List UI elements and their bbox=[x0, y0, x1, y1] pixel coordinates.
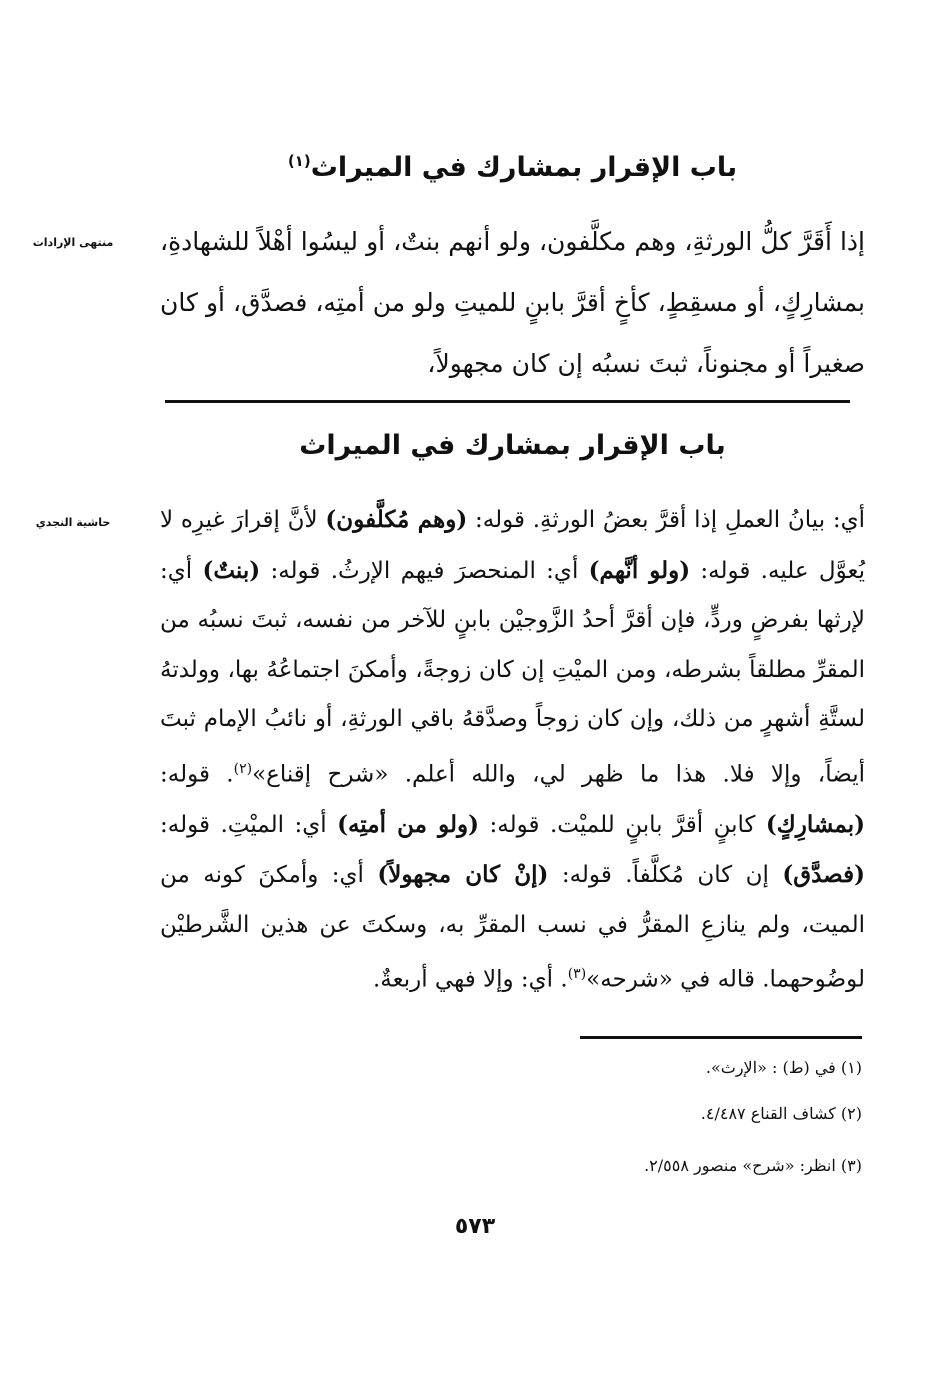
commentary-lemma: (بنتٌ) bbox=[202, 556, 261, 584]
section1-title-text: باب الإقرار بمشارك في الميراث bbox=[310, 152, 738, 183]
commentary-lemma: (وهم مُكلَّفون) bbox=[325, 506, 468, 533]
commentary-lemma: (ولو من أمتِه) bbox=[337, 810, 480, 838]
commentary-lemma: (إنْ كان مجهولاً) bbox=[377, 861, 549, 889]
commentary-lemma: (فصدَّق) bbox=[782, 861, 865, 889]
side-label-muntaha: منتهى الإرادات bbox=[32, 236, 114, 249]
section2-title: باب الإقرار بمشارك في الميراث bbox=[299, 430, 726, 461]
section1-title bbox=[160, 152, 865, 183]
commentary-text: أي: لإرثها بفرضٍ وردٍّ، فإن أقرَّ أحدُ الزَّوجيْن بابنٍ للآخر من نفسه، ثبتَ نسبُه من المقرِّ مطلقاً بشرطه، ومن الميْتِ إن كان زوجةً، وأمكنَ اجتماعُهُ بها، وولدتهُ لستَّةِ أشهرٍ من ذلك، وإن كان زوجاً وصدَّقهُ باقي الورثةِ، أو نائبُ الإمام ثبتَ أيضاً، وإلا فلا. هذا ما ظهر لي، والله أعلم. «شرح إقناع» bbox=[160, 557, 865, 788]
commentary-text: . أي: وإلا فهي أربعةٌ. bbox=[372, 966, 568, 993]
commentary-text: أي: المنحصرَ فيهم الإرثُ. قوله: bbox=[260, 557, 589, 584]
section1-title-note: (١) bbox=[287, 152, 311, 170]
commentary-text: لأنَّ إقرارَ غيرِه لا يُعوَّل عليه. قوله: bbox=[160, 507, 866, 584]
page-number: ٥٧٣ bbox=[454, 1214, 496, 1239]
footnote-ref: (٣) bbox=[567, 966, 587, 983]
commentary-text: أي: وأمكنَ كونه من الميت، ولم ينازعِ المقرُّ في نسب المقرِّ به، وسكتَ عن هذين الشَّرطيْن لوضُوحهما. قاله في «شرحه» bbox=[160, 862, 865, 993]
section1-body: إذا أَقَرَّ كلُّ الورثةِ، وهم مكلَّفون، ولو أنهم بنتٌ، أو ليسُوا أهْلاً للشهادةِ، بمشارِكٍ، أو مسقِطٍ، كأخٍ أقرَّ بابنٍ للميتِ ولو من أمتِه، فصدَّق، أو كان صغيراً أو مجنوناً، ثبتَ نسبُه إن كان مجهولاً، bbox=[160, 227, 865, 378]
footnote-ref: (٢) bbox=[233, 760, 253, 777]
section-divider bbox=[165, 400, 850, 403]
footnote-1: (١) في (ط) : «الإرث». bbox=[705, 1058, 862, 1077]
commentary-text: إن كان مُكلَّفاً. قوله: bbox=[548, 862, 783, 889]
section2-body bbox=[160, 495, 865, 1005]
commentary-text: كابنٍ أقرَّ بابنٍ للميْت. قوله: bbox=[479, 811, 766, 838]
footnote-divider bbox=[580, 1036, 862, 1039]
commentary-lemma: (ولو أنَّهم) bbox=[588, 556, 691, 584]
footnote-3: (٣) انظر: «شرح» منصور ٢/٥٥٨. bbox=[644, 1156, 862, 1175]
commentary-text: أي: بيانُ العملِ إذا أقرَّ بعضُ الورثةِ. قوله: bbox=[467, 507, 866, 533]
footnote-2: (٢) كشاف القناع ٤/٤٨٧. bbox=[700, 1104, 862, 1123]
commentary-lemma: (بمشارِكٍ) bbox=[765, 810, 865, 838]
commentary-text: . قوله: bbox=[160, 761, 234, 788]
side-label-najdi: حاشية النجدي bbox=[35, 516, 111, 529]
commentary-text: أي: الميْتِ. قوله: bbox=[160, 811, 338, 838]
